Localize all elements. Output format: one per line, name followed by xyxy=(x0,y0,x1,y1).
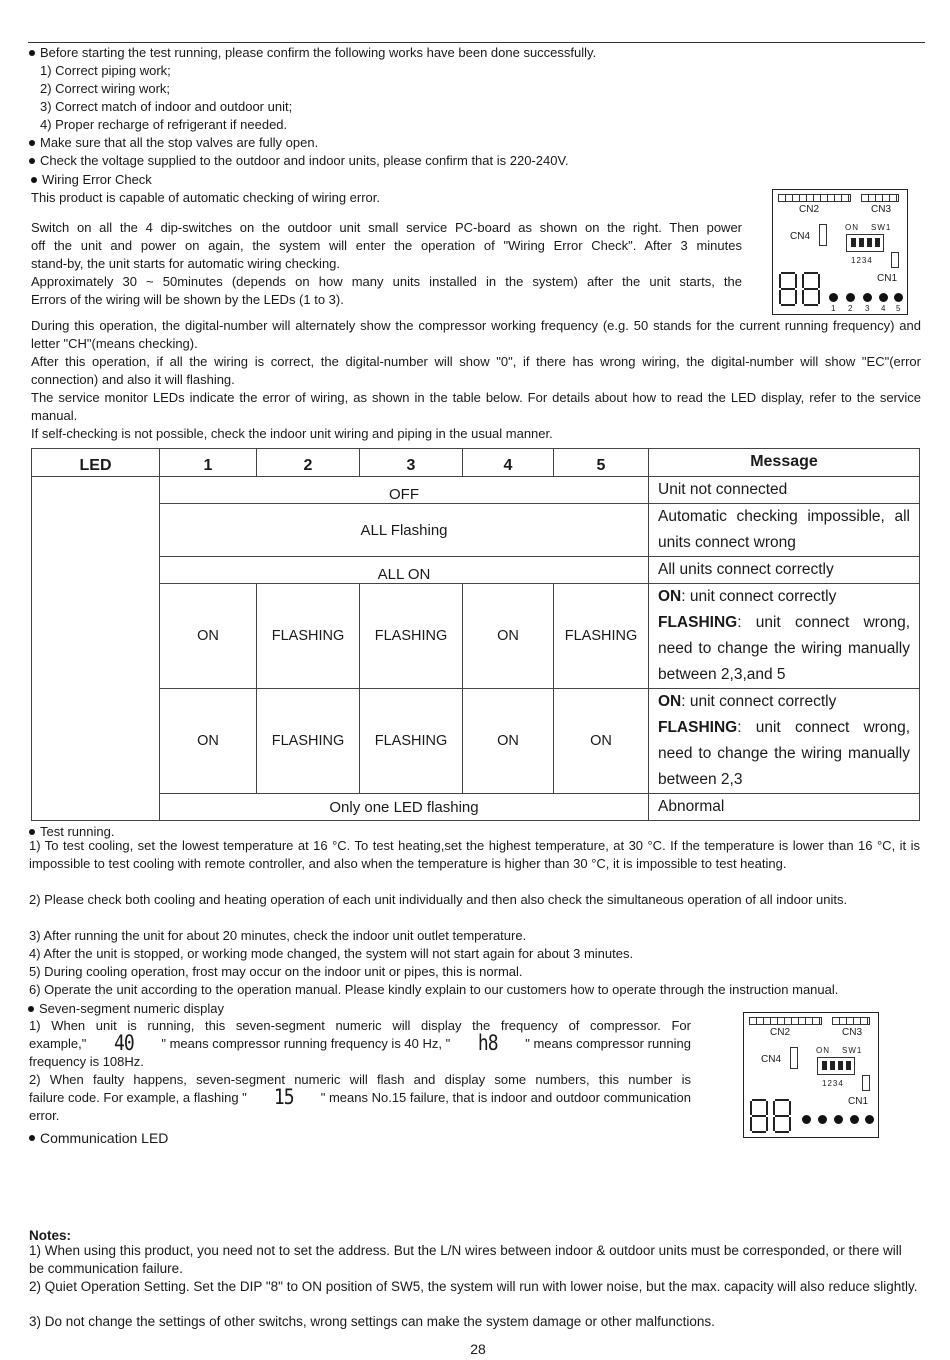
test-running-heading: Test running. xyxy=(40,824,115,839)
seven-segment-p2-line: 2) When faulty happens, seven-segment numeric will flash and display some numbers, this number is xyxy=(29,1072,691,1087)
sentence-fragment: example," xyxy=(29,1036,87,1051)
test-running-p1: 1) To test cooling, set the lowest temperature at 16 °C. To test heating,set the highest temperature, at 30 °C. If the temperature is lower than 16 °C, it is impossible to test cooling with remote controller, and also when the temperature is higher than 30 °C, it is impossible to test heating. xyxy=(29,838,920,871)
keyword-on: ON xyxy=(658,693,682,710)
cn4-label: CN4 xyxy=(790,231,811,242)
precheck-intro: Before starting the test running, please confirm the following works have been done successfully. xyxy=(40,45,597,60)
cn3-connector xyxy=(832,1017,870,1025)
led-3 xyxy=(863,293,872,302)
seven-segment-digit xyxy=(802,272,820,306)
led-state-cell: FLASHING xyxy=(360,584,463,689)
precheck-item: 4) Proper recharge of refrigerant if needed. xyxy=(40,117,288,132)
sentence-fragment: " means compressor running xyxy=(525,1036,691,1051)
precheck-item: 3) Correct match of indoor and outdoor unit; xyxy=(40,99,293,114)
seven-segment-p1-line: frequency is 108Hz. xyxy=(29,1054,144,1069)
header-col: 2 xyxy=(257,449,360,477)
wiring-check-p2-line: off the unit and power on again, the system will enter the operation of "Wiring Error Check". After 3 minutes xyxy=(31,238,742,253)
state-cell: Only one LED flashing xyxy=(160,794,649,821)
led-4 xyxy=(850,1115,859,1124)
table-row xyxy=(32,584,920,689)
message-text: : unit connect correctly xyxy=(681,588,837,605)
led-4 xyxy=(879,293,888,302)
note-2: 2) Quiet Operation Setting. Set the DIP "8" to ON position of SW5, the system will run with lower noise, but the max. capacity will also reduce slightly. xyxy=(29,1279,918,1294)
communication-led-heading: Communication LED xyxy=(40,1130,169,1146)
message-cell xyxy=(649,689,920,794)
state-cell: OFF xyxy=(160,477,649,504)
notes-heading: Notes: xyxy=(29,1228,72,1243)
led-state-cell: ON xyxy=(160,689,257,794)
led-state-cell: ON xyxy=(463,689,554,794)
test-running-p4: 4) After the unit is stopped, or working mode changed, the system will not start again for about 3 minutes. xyxy=(29,946,634,961)
dip-number-labels: 1234 xyxy=(851,256,873,265)
wiring-check-p7: If self-checking is not possible, check the indoor unit wiring and piping in the usual manner. xyxy=(31,426,553,441)
cn2-label: CN2 xyxy=(770,1027,791,1038)
sentence-fragment: " means No.15 failure, that is indoor and outdoor communication xyxy=(320,1090,691,1105)
seven-segment-heading: Seven-segment numeric display xyxy=(39,1001,224,1016)
led-state-cell: FLASHING xyxy=(257,584,360,689)
cn4-connector xyxy=(790,1047,798,1069)
seven-segment-digit xyxy=(773,1099,791,1133)
seven-segment-p1-line xyxy=(29,1030,691,1056)
top-rule xyxy=(28,42,925,43)
led-number: 5 xyxy=(896,304,902,313)
keyword-flashing: FLASHING xyxy=(658,719,738,736)
led-state-cell: FLASHING xyxy=(360,689,463,794)
led-2 xyxy=(818,1115,827,1124)
note-3: 3) Do not change the settings of other switchs, wrong settings can make the system damage or other malfunctions. xyxy=(29,1314,715,1329)
display-glyph-40: 40 xyxy=(114,1030,134,1056)
header-col: 3 xyxy=(360,449,463,477)
wiring-check-p3-line: Errors of the wiring will be shown by the LEDs (1 to 3). xyxy=(31,292,344,307)
on-label: ON xyxy=(816,1046,830,1055)
on-label: ON xyxy=(845,223,859,232)
table-row xyxy=(32,794,920,821)
seven-segment-p2-line xyxy=(29,1084,691,1110)
seven-segment-p2-line: error. xyxy=(29,1108,60,1123)
led-1 xyxy=(829,293,838,302)
table-row xyxy=(32,504,920,557)
led-state-cell: ON xyxy=(463,584,554,689)
led-1 xyxy=(802,1115,811,1124)
led-3 xyxy=(834,1115,843,1124)
wiring-check-p1: This product is capable of automatic checking of wiring error. xyxy=(31,190,381,205)
led-5 xyxy=(894,293,903,302)
wiring-check-p2-line: stand-by, the unit starts for automatic wiring checking. xyxy=(31,256,341,271)
message-cell: All units connect correctly xyxy=(649,557,920,584)
page-number: 28 xyxy=(470,1341,486,1357)
wiring-check-p4: During this operation, the digital-number will alternately show the compressor working frequency (e.g. 50 stands for the current running frequency) and letter "CH"(means checking). xyxy=(31,318,921,351)
wiring-check-p5: After this operation, if all the wiring is correct, the digital-number will show "0", if there has wrong wiring, the digital-number will show "EC"(error connection) and also it will flashing. xyxy=(31,354,921,387)
precheck-item: 2) Correct wiring work; xyxy=(40,81,171,96)
dip-number-labels: 1234 xyxy=(822,1079,844,1088)
message-text: : unit connect wrong, need to change the wiring manually between 2,3,and 5 xyxy=(658,614,910,683)
display-glyph-108: h8 xyxy=(477,1030,498,1056)
led-state-cell: ON xyxy=(554,689,649,794)
wiring-check-p6: The service monitor LEDs indicate the error of wiring, as shown in the table below. For details about how to read the LED display, refer to the service manual. xyxy=(31,390,921,423)
led-status-table xyxy=(31,448,920,821)
dip-switch xyxy=(817,1057,855,1075)
message-text: : unit connect correctly xyxy=(681,693,837,710)
cn1-label: CN1 xyxy=(877,273,898,284)
sw1-label: SW1 xyxy=(842,1046,863,1055)
table-row xyxy=(32,477,920,504)
led-state-cell: FLASHING xyxy=(257,689,360,794)
cn3-label: CN3 xyxy=(842,1027,863,1038)
cn3-label: CN3 xyxy=(871,204,892,215)
led-2 xyxy=(846,293,855,302)
message-cell: Unit not connected xyxy=(649,477,920,504)
state-cell: ALL Flashing xyxy=(160,504,649,557)
cn1-connector xyxy=(891,252,899,268)
voltage-note: Check the voltage supplied to the outdoor and indoor units, please confirm that is 220-240V. xyxy=(40,153,569,168)
cn2-label: CN2 xyxy=(799,204,820,215)
seven-segment-digit xyxy=(750,1099,768,1133)
cn1-connector xyxy=(862,1075,870,1091)
cn4-connector xyxy=(819,224,827,246)
sw1-label: SW1 xyxy=(871,223,892,232)
cn2-connector xyxy=(749,1017,822,1025)
precheck-item: 1) Correct piping work; xyxy=(40,63,171,78)
dip-switch xyxy=(846,234,884,252)
message-cell: Automatic checking impossible, all units connect wrong xyxy=(649,504,920,557)
led-state-cell: ON xyxy=(160,584,257,689)
header-message: Message xyxy=(649,449,920,477)
keyword-flashing: FLASHING xyxy=(658,614,738,631)
cn2-connector xyxy=(778,194,851,202)
table-row xyxy=(32,689,920,794)
test-running-p6: 6) Operate the unit according to the operation manual. Please kindly explain to our customers how to operate through the instruction manual. xyxy=(29,982,839,997)
cn3-connector xyxy=(861,194,899,202)
led-number: 3 xyxy=(865,304,871,313)
led-state-cell: FLASHING xyxy=(554,584,649,689)
header-col: 5 xyxy=(554,449,649,477)
wiring-check-p2-line: Switch on all the 4 dip-switches on the outdoor unit small service PC-board as shown on the right. Then power xyxy=(31,220,742,235)
led-number: 2 xyxy=(848,304,854,313)
test-running-p3: 3) After running the unit for about 20 minutes, check the indoor unit outlet temperature. xyxy=(29,928,527,943)
header-col: 1 xyxy=(160,449,257,477)
valves-note: Make sure that all the stop valves are fully open. xyxy=(40,135,319,150)
sentence-fragment: " means compressor running frequency is 40 Hz, " xyxy=(161,1036,451,1051)
table-header-row xyxy=(32,449,920,477)
led-column-blank xyxy=(32,477,160,821)
service-board-diagram xyxy=(772,189,908,315)
cn4-label: CN4 xyxy=(761,1054,782,1065)
test-running-p5: 5) During cooling operation, frost may occur on the indoor unit or pipes, this is normal. xyxy=(29,964,523,979)
header-led: LED xyxy=(32,449,160,477)
seven-segment-digit xyxy=(779,272,797,306)
cn1-label: CN1 xyxy=(848,1096,869,1107)
wiring-check-heading: Wiring Error Check xyxy=(42,172,152,187)
message-cell: Abnormal xyxy=(649,794,920,821)
message-text: : unit connect wrong, need to change the wiring manually between 2,3 xyxy=(658,719,910,788)
wiring-check-p3-line: Approximately 30 ~ 50minutes (depends on how many units installed in the system) after the unit starts, the xyxy=(31,274,742,289)
led-number: 4 xyxy=(881,304,887,313)
led-5 xyxy=(865,1115,874,1124)
note-1: 1) When using this product, you need not to set the address. But the L/N wires between indoor & outdoor units must be corresponded, or there will be communication failure. xyxy=(29,1243,902,1276)
header-col: 4 xyxy=(463,449,554,477)
service-board-diagram xyxy=(743,1012,879,1138)
test-running-p2: 2) Please check both cooling and heating operation of each unit individually and then also check the simultaneous operation of all indoor units. xyxy=(29,892,848,907)
seven-segment-p1-line: 1) When unit is running, this seven-segment numeric will display the frequency of compressor. For xyxy=(29,1018,691,1033)
state-cell: ALL ON xyxy=(160,557,649,584)
display-glyph-15: 15 xyxy=(273,1084,294,1110)
table-row xyxy=(32,557,920,584)
keyword-on: ON xyxy=(658,588,682,605)
sentence-fragment: failure code. For example, a flashing " xyxy=(29,1090,247,1105)
message-cell xyxy=(649,584,920,689)
led-number: 1 xyxy=(831,304,837,313)
